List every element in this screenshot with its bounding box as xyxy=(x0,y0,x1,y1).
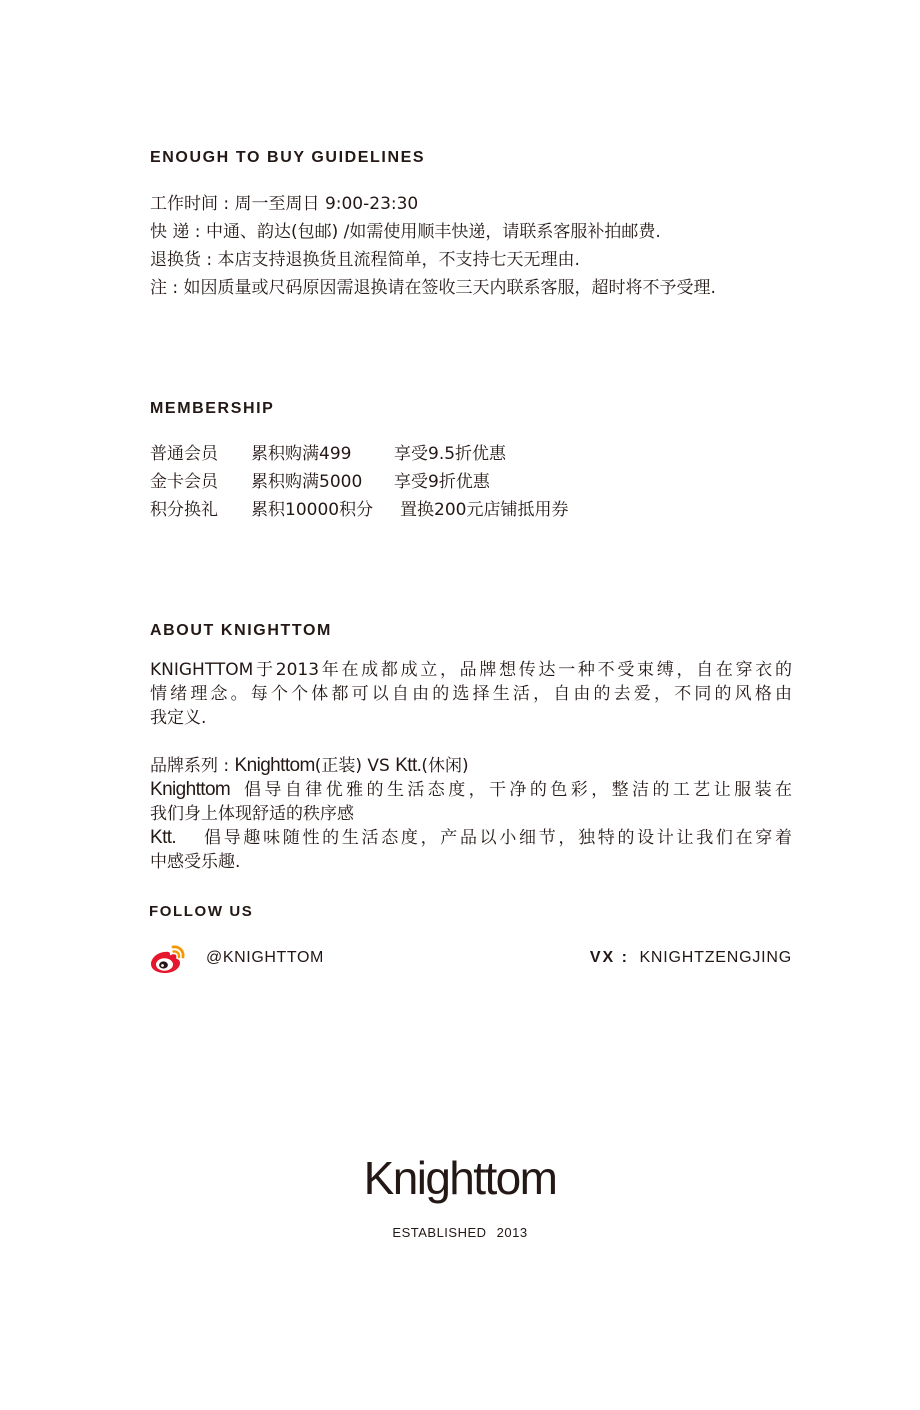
follow-heading: FOLLOW US xyxy=(149,903,254,920)
guideline-shipping: 快 递 : 中通、韵达(包邮) /如需使用顺丰快递，请联系客服补拍邮费. xyxy=(150,222,661,242)
about-intro-line: KNIGHTTOM于2013年在成都成立，品牌想传达一种不受束缚，自在穿衣的 xyxy=(150,660,792,680)
membership-requirement: 累积10000积分 xyxy=(251,500,374,520)
casual-line-2: 中感受乐趣. xyxy=(150,852,241,872)
membership-level: 普通会员 xyxy=(150,444,218,464)
formal-line-1 xyxy=(150,778,792,802)
weibo-icon[interactable] xyxy=(150,942,186,974)
about-intro xyxy=(150,658,792,730)
casual-description: 倡导趣味随性的生活态度，产品以小细节，独特的设计让我们在穿着 xyxy=(204,828,792,848)
about-intro-line: 我定义. xyxy=(150,708,207,728)
formal-description: 倡导自律优雅的生活态度，干净的色彩，整洁的工艺让服装在 xyxy=(244,780,792,800)
brand-series-casual-brand: Ktt. xyxy=(395,755,422,776)
membership-level: 积分换礼 xyxy=(150,500,218,520)
casual-line-1 xyxy=(150,826,792,850)
brand-series-formal-brand: Knighttom xyxy=(234,755,315,776)
membership-heading: MEMBERSHIP xyxy=(150,400,275,417)
formal-line-2: 我们身上体现舒适的秩序感 xyxy=(150,804,354,824)
membership-benefit: 享受9.5折优惠 xyxy=(394,444,507,464)
casual-brand: Ktt. xyxy=(150,827,177,848)
about-heading: ABOUT KNIGHTTOM xyxy=(150,622,332,639)
about-intro-line: 情绪理念。每个个体都可以自由的选择生活，自由的去爱，不同的风格由 xyxy=(150,684,792,704)
guideline-returns: 退换货 : 本店支持退换货且流程简单，不支持七天无理由. xyxy=(150,250,580,270)
guidelines-list xyxy=(150,190,716,302)
membership-benefit: 置换200元店铺抵用券 xyxy=(400,500,569,520)
established-year: ESTABLISHED 2013 xyxy=(392,1225,528,1240)
guideline-hours: 工作时间 : 周一至周日 9:00-23:30 xyxy=(150,194,419,214)
wechat-label: VX : xyxy=(589,949,629,966)
membership-benefit: 享受9折优惠 xyxy=(394,472,490,492)
membership-requirement: 累积购满499 xyxy=(251,444,352,464)
brand-series-line xyxy=(150,754,792,778)
brand-series xyxy=(150,754,792,874)
weibo-handle[interactable]: @KNIGHTTOM xyxy=(206,949,324,966)
brand-series-label: 品牌系列 : xyxy=(150,756,235,776)
membership-level: 金卡会员 xyxy=(150,472,218,492)
guidelines-heading: ENOUGH TO BUY GUIDELINES xyxy=(150,149,426,166)
formal-brand: Knighttom xyxy=(150,779,231,800)
brand-series-formal-type: (正装) xyxy=(314,756,362,776)
wechat-id[interactable]: KNIGHTZENGJING xyxy=(639,949,792,966)
follow-row xyxy=(150,940,792,976)
brand-series-casual-type: (休闲) xyxy=(421,756,469,776)
brand-logo: Knighttom xyxy=(363,1152,557,1204)
membership-requirement: 累积购满5000 xyxy=(251,472,363,492)
guideline-note: 注 : 如因质量或尺码原因需退换请在签收三天内联系客服，超时将不予受理. xyxy=(150,278,716,298)
brand-series-vs: VS xyxy=(361,756,396,776)
